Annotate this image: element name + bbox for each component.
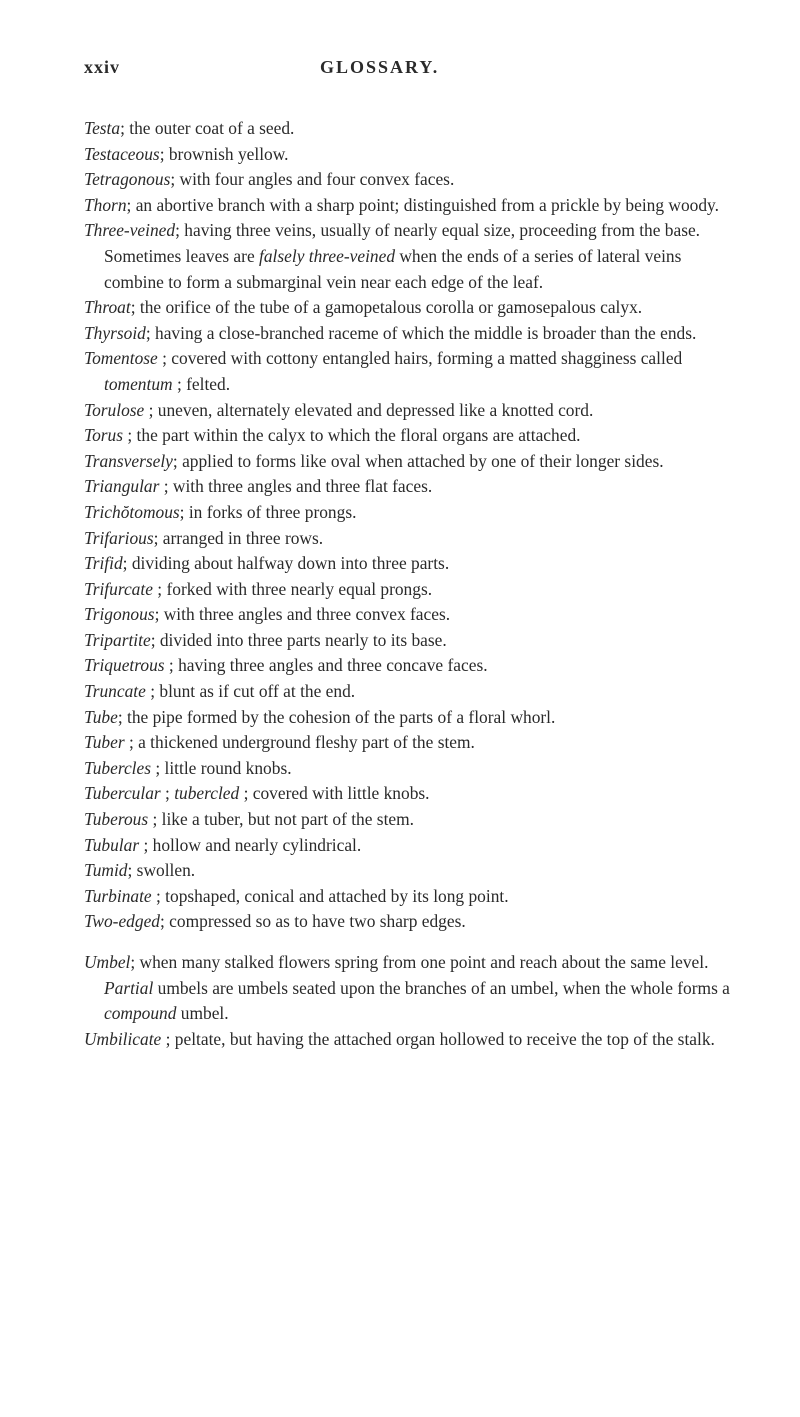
entry-definition xyxy=(128,860,196,880)
entry-definition xyxy=(125,732,475,752)
entry-definition xyxy=(104,220,700,291)
entry-term: Two-edged xyxy=(84,911,160,932)
entry-term: Throat xyxy=(84,297,131,318)
definition-text: ; divided into three parts nearly to its base. xyxy=(150,629,447,650)
glossary-entry xyxy=(84,807,734,833)
definition-text: ; having a close-branched raceme of which the middle is broader than the ends. xyxy=(145,322,697,343)
glossary-entry xyxy=(84,653,734,679)
entry-definition xyxy=(123,425,580,445)
definition-text: ; little round knobs. xyxy=(150,757,292,778)
entry-term: Trifarious xyxy=(84,527,154,548)
definition-text: ; the part within the calyx to which the floral organs are attached. xyxy=(123,425,581,446)
glossary-entry xyxy=(84,628,734,654)
page-title: GLOSSARY. xyxy=(320,57,440,77)
definition-text: ; the orifice of the tube of a gamopetalous corolla or gamosepalous calyx. xyxy=(130,297,643,318)
definition-italic-phrase: compound xyxy=(104,1003,177,1024)
entry-definition xyxy=(161,1029,715,1049)
definition-text: ; having three veins, usually of nearly equal size, proceeding from the base. Sometimes leaves are xyxy=(104,220,701,266)
entry-definition xyxy=(151,630,447,650)
glossary-entry xyxy=(84,577,734,603)
glossary-entry xyxy=(84,423,734,449)
definition-text: ; like a tuber, but not part of the stem. xyxy=(148,809,415,830)
entry-term: Tubular xyxy=(84,834,140,855)
glossary-entry xyxy=(84,858,734,884)
entry-definition xyxy=(154,528,324,548)
definition-text: ; arranged in three rows. xyxy=(153,527,324,548)
glossary-entry xyxy=(84,500,734,526)
entry-definition xyxy=(127,195,719,215)
entry-term: Tube xyxy=(84,706,118,727)
glossary-entry xyxy=(84,218,734,295)
entry-term: Testaceous xyxy=(84,143,160,164)
entry-definition xyxy=(173,451,664,471)
entry-term: Trigonous xyxy=(84,604,155,625)
glossary-entry xyxy=(84,602,734,628)
glossary-entry xyxy=(84,474,734,500)
definition-text: ; blunt as if cut off at the end. xyxy=(145,681,356,702)
glossary-entry xyxy=(84,142,734,168)
entry-definition xyxy=(131,297,642,317)
definition-text: ; in forks of three prongs. xyxy=(179,501,357,522)
glossary-entry xyxy=(84,909,734,935)
entry-definition xyxy=(148,809,414,829)
definition-text: ; felted. xyxy=(172,373,231,394)
entry-definition xyxy=(123,553,450,573)
glossary-entry xyxy=(84,321,734,347)
entry-term: Thorn xyxy=(84,194,127,215)
entry-term: Trifurcate xyxy=(84,578,153,599)
definition-text: ; an abortive branch with a sharp point; distinguished from a prickle by being woody. xyxy=(126,194,719,215)
definition-text: ; covered with cottony entangled hairs, forming a matted shagginess called xyxy=(157,348,683,369)
definition-text: ; peltate, but having the attached organ hollowed to receive the top of the stalk. xyxy=(161,1028,715,1049)
entry-term: Tumid xyxy=(84,860,128,881)
entry-term: Tubercular xyxy=(84,783,161,804)
glossary-entry xyxy=(84,526,734,552)
entry-term: Tuberous xyxy=(84,809,149,830)
definition-text: when the ends of a series of lateral veins combine to form a submarginal vein near each edge of the leaf. xyxy=(104,245,682,292)
glossary-entry xyxy=(84,884,734,910)
definition-italic-phrase: tomentum xyxy=(104,373,173,394)
entry-term: Thyrsoid xyxy=(84,322,146,343)
entry-term: Umbel xyxy=(84,952,131,972)
definition-text: ; compressed so as to have two sharp edges. xyxy=(160,911,466,932)
glossary-entry xyxy=(84,781,734,807)
entry-definition xyxy=(160,911,466,931)
glossary-entry xyxy=(84,1027,734,1053)
entry-term: Testa xyxy=(84,118,121,138)
entry-definition xyxy=(151,758,292,778)
entry-definition xyxy=(152,886,509,906)
entry-definition xyxy=(104,348,682,394)
entry-definition xyxy=(155,604,451,624)
entry-term: Umbilicate xyxy=(84,1028,162,1049)
glossary-entry xyxy=(84,551,734,577)
entry-term: Transversely xyxy=(84,450,173,471)
page-number: xxiv xyxy=(84,57,121,77)
definition-text: ; the outer coat of a seed. xyxy=(120,118,295,138)
entry-definition xyxy=(118,707,556,727)
entry-term: Tomentose xyxy=(84,348,158,369)
entry-term: Truncate xyxy=(84,681,146,702)
definition-italic-phrase: falsely three-veined xyxy=(259,245,396,266)
glossary-entry xyxy=(84,833,734,859)
entry-definition xyxy=(144,400,593,420)
entry-term: Turbinate xyxy=(84,885,152,906)
glossary-entry xyxy=(84,449,734,475)
glossary-entry xyxy=(84,346,734,397)
definition-text: ; with four angles and four convex faces. xyxy=(170,169,455,190)
entry-term: Trichŏtomous xyxy=(84,501,180,522)
definition-text: ; swollen. xyxy=(127,860,196,881)
glossary-entries xyxy=(84,116,734,1052)
definition-text: ; a thickened underground fleshy part of the stem. xyxy=(124,732,475,753)
glossary-entry xyxy=(84,398,734,424)
definition-italic-phrase: Partial xyxy=(104,977,154,998)
entry-definition xyxy=(153,579,432,599)
entry-definition xyxy=(160,144,289,164)
entry-term: Torulose xyxy=(84,399,145,420)
entry-term: Three-veined xyxy=(84,220,176,241)
entry-definition xyxy=(159,476,432,496)
glossary-entry xyxy=(84,730,734,756)
entry-definition xyxy=(170,169,454,189)
definition-text: ; having three angles and three concave faces. xyxy=(164,655,488,676)
definition-text: umbels are umbels seated upon the branches of an umbel, when the whole forms a xyxy=(153,977,730,998)
entry-definition xyxy=(180,502,357,522)
entry-term: Trifid xyxy=(84,553,123,574)
definition-text: ; uneven, alternately elevated and depressed like a knotted cord. xyxy=(144,399,594,420)
entry-term: Tubercles xyxy=(84,757,151,778)
glossary-entry xyxy=(84,116,734,142)
definition-text: ; xyxy=(160,783,175,804)
glossary-entry xyxy=(84,756,734,782)
entry-definition xyxy=(120,118,294,138)
entry-term: Triangular xyxy=(84,476,160,497)
entry-term: Torus xyxy=(84,425,124,446)
definition-text: umbel. xyxy=(176,1003,229,1024)
entry-definition xyxy=(146,681,355,701)
entry-definition xyxy=(146,323,697,343)
entry-definition xyxy=(139,835,361,855)
entry-term: Tetragonous xyxy=(84,169,171,190)
entry-term: Triquetrous xyxy=(84,655,165,676)
definition-text: ; hollow and nearly cylindrical. xyxy=(139,834,362,855)
definition-text: ; topshaped, conical and attached by its long point. xyxy=(151,885,509,906)
glossary-entry xyxy=(84,193,734,219)
definition-text: ; the pipe formed by the cohesion of the parts of a floral whorl. xyxy=(117,706,556,727)
definition-text: ; applied to forms like oval when attached by one of their longer sides. xyxy=(172,450,664,471)
definition-text: ; brownish yellow. xyxy=(159,143,289,164)
definition-text: ; with three angles and three convex faces. xyxy=(154,604,451,625)
definition-text: ; dividing about halfway down into three parts. xyxy=(122,553,450,574)
definition-text: ; forked with three nearly equal prongs. xyxy=(152,578,433,599)
glossary-entry xyxy=(84,679,734,705)
entry-definition xyxy=(165,655,488,675)
glossary-entry xyxy=(84,705,734,731)
entry-term: Tripartite xyxy=(84,629,151,650)
glossary-entry xyxy=(84,167,734,193)
entry-definition xyxy=(161,783,430,803)
glossary-entry xyxy=(84,950,734,1027)
definition-text: ; when many stalked flowers spring from one point and reach about the same level. xyxy=(130,952,709,972)
entry-term: Tuber xyxy=(84,732,125,753)
definition-text: ; covered with little knobs. xyxy=(239,783,430,804)
entry-definition xyxy=(104,952,730,1023)
definition-text: ; with three angles and three flat faces. xyxy=(159,476,433,497)
definition-italic-phrase: tubercled xyxy=(174,783,240,804)
running-head xyxy=(84,57,724,81)
glossary-entry xyxy=(84,295,734,321)
